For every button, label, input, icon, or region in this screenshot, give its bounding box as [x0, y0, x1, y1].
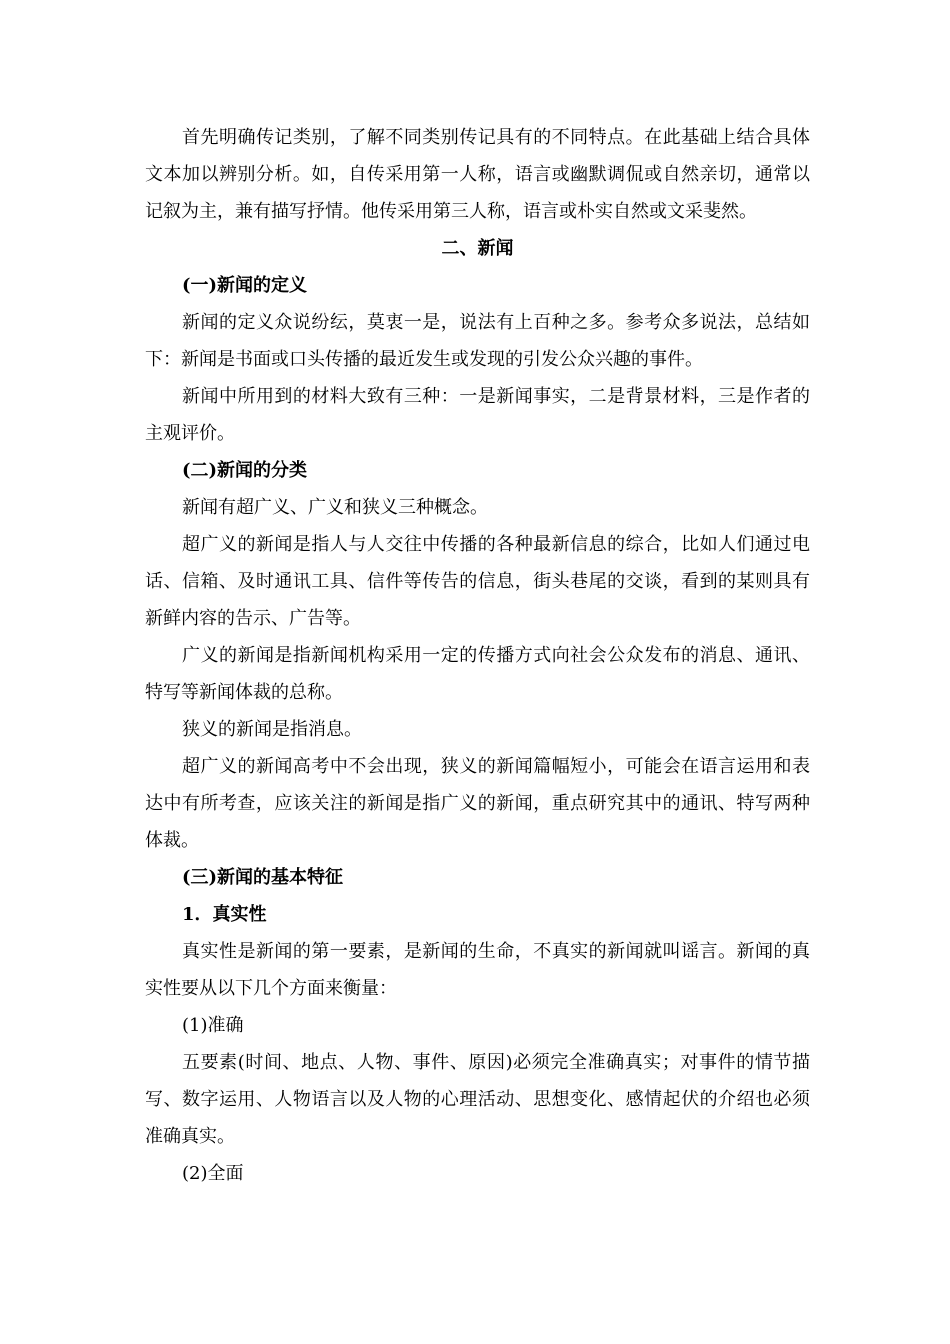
document-page: [145, 119, 810, 1192]
definition-paragraph: 新闻的定义众说纷纭，莫衷一是，说法有上百种之多。参考众多说法，总结如下：新闻是书面或口头传播的最近发生或发现的引发公众兴趣的事件。: [145, 312, 810, 370]
broad-paragraph: 广义的新闻是指新闻机构采用一定的传播方式向社会公众发布的消息、通讯、特写等新闻体裁的总称。: [145, 645, 810, 703]
subheading-classification: (二)新闻的分类: [182, 460, 308, 481]
narrow-paragraph: 狭义的新闻是指消息。: [182, 719, 362, 740]
authenticity-paragraph: 真实性是新闻的第一要素，是新闻的生命，不真实的新闻就叫谣言。新闻的真实性要从以下几个方面来衡量：: [145, 941, 810, 999]
super-broad-paragraph: 超广义的新闻是指人与人交往中传播的各种最新信息的综合，比如人们通过电话、信箱、及时通讯工具、信件等传告的信息，街头巷尾的交谈，看到的某则具有新鲜内容的告示、广告等。: [145, 534, 810, 629]
exam-focus-paragraph: 超广义的新闻高考中不会出现，狭义的新闻篇幅短小，可能会在语言运用和表达中有所考查，应该关注的新闻是指广义的新闻，重点研究其中的通讯、特写两种体裁。: [145, 756, 810, 851]
intro-paragraph: 首先明确传记类别，了解不同类别传记具有的不同特点。在此基础上结合具体文本加以辨别分析。如，自传采用第一人称，语言或幽默调侃或自然亲切，通常以记叙为主，兼有描写抒情。他传采用第三人称，语言或朴实自然或文采斐然。: [145, 127, 810, 222]
subheading-features: (三)新闻的基本特征: [182, 867, 344, 888]
subheading-authenticity: 1．真实性: [182, 904, 267, 925]
item-comprehensive: (2)全面: [182, 1163, 244, 1184]
subheading-definition: (一)新闻的定义: [182, 275, 308, 296]
materials-paragraph: 新闻中所用到的材料大致有三种：一是新闻事实，二是背景材料，三是作者的主观评价。: [145, 386, 810, 444]
section-heading-news: 二、新闻: [441, 238, 514, 259]
concepts-paragraph: 新闻有超广义、广义和狭义三种概念。: [182, 497, 488, 518]
item-accurate: (1)准确: [182, 1015, 244, 1036]
accurate-paragraph: 五要素(时间、地点、人物、事件、原因)必须完全准确真实；对事件的情节描写、数字运用、人物语言以及人物的心理活动、思想变化、感情起伏的介绍也必须准确真实。: [145, 1052, 810, 1147]
